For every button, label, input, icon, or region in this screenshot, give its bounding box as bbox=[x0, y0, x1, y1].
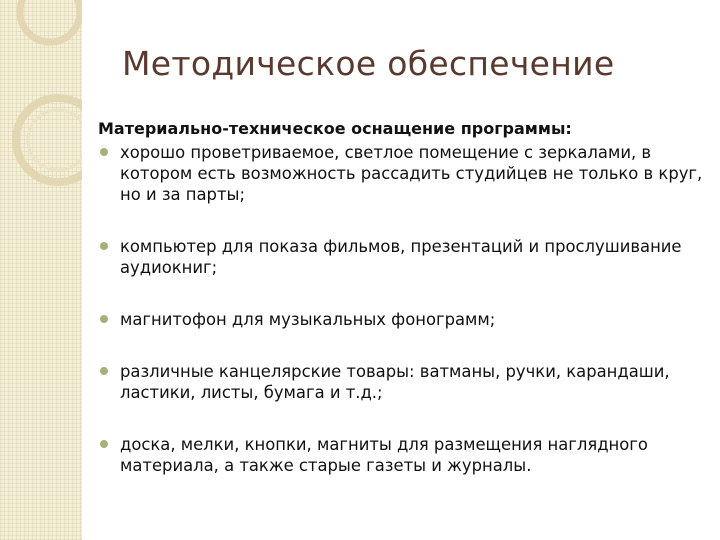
bullet-icon bbox=[100, 367, 108, 375]
list-item bbox=[98, 361, 710, 403]
bullet-icon bbox=[100, 315, 108, 323]
list-item bbox=[98, 236, 710, 278]
decorative-side-band bbox=[0, 0, 82, 540]
list-item-text: различные канцелярские товары: ватманы, ручки, карандаши, ластики, листы, бумага и т.д.; bbox=[120, 362, 670, 402]
list-item-text: хорошо проветриваемое, светлое помещение с зеркалами, в котором есть возможность рассадить студийцев не только в круг, но и за парты; bbox=[120, 143, 703, 204]
bullet-list bbox=[98, 142, 710, 476]
section-heading: Материально-техническое оснащение программы: bbox=[98, 119, 572, 138]
decorative-circles bbox=[0, 0, 82, 220]
slide-title: Методическое обеспечение bbox=[122, 44, 615, 83]
list-item-text: магнитофон для музыкальных фонограмм; bbox=[120, 310, 496, 329]
list-item-text: доска, мелки, кнопки, магниты для размещения наглядного материала, а также старые газеты и журналы. bbox=[120, 435, 648, 475]
list-item bbox=[98, 309, 710, 330]
list-item-text: компьютер для показа фильмов, презентаций и прослушивание аудиокниг; bbox=[120, 237, 682, 277]
bullet-icon bbox=[100, 440, 108, 448]
list-item bbox=[98, 142, 710, 205]
bullet-icon bbox=[100, 242, 108, 250]
bullet-icon bbox=[100, 148, 108, 156]
list-item bbox=[98, 434, 710, 476]
slide-content bbox=[98, 118, 710, 476]
